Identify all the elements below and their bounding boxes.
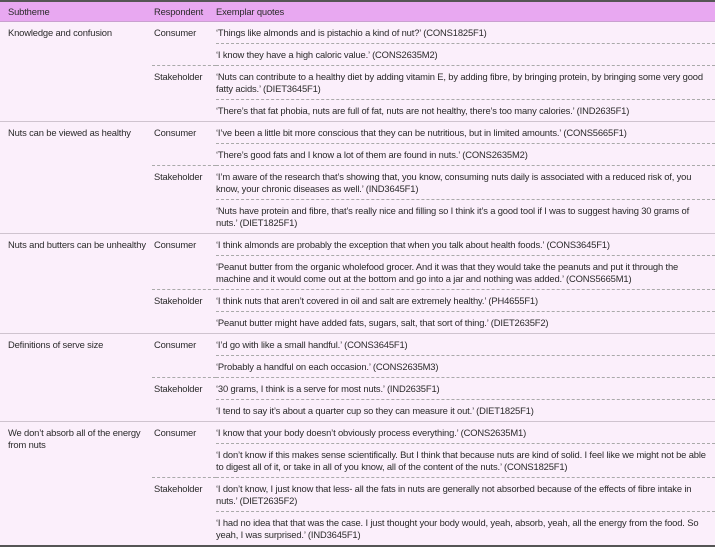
- respondent-cell: Stakeholder: [152, 66, 216, 122]
- quote-cell: ‘I know they have a high caloric value.’ (CONS2635M2): [216, 49, 438, 60]
- respondent-cell: Stakeholder: [152, 290, 216, 334]
- respondent-cell: Consumer: [152, 122, 216, 166]
- respondent-cell: Consumer: [152, 234, 216, 290]
- quote-cell: ‘Peanut butter from the organic wholefood grocer. And it was that they would take the peanuts and put it through the machine and it would come out at the bottom and go into a jar and nothing was added.’ (CONS5665M1): [216, 261, 679, 284]
- header-respondent: Respondent: [152, 1, 216, 22]
- quote-cell: ‘I had no idea that that was the case. I just thought your body would, yeah, absorb, yeah, all the energy from the food. So yeah, I was surprised.’ (IND3645F1): [216, 517, 699, 540]
- respondent-cell: Stakeholder: [152, 378, 216, 422]
- quote-cell: ‘I’ve been a little bit more conscious that they can be nutritious, but in limited amounts.’ (CONS5665F1): [216, 122, 715, 144]
- quote-cell: ‘Nuts have protein and fibre, that’s really nice and filling so I think it’s a good tool if I was to suggest having 30 grams of nuts.’ (DIET1825F1): [216, 205, 690, 228]
- quote-cell: ‘I don’t know, I just know that less- all the fats in nuts are generally not absorbed because of the effects of fibre intake in nuts.’ (DIET2635F2): [216, 478, 715, 512]
- subtheme-cell: Definitions of serve size: [0, 334, 152, 422]
- quote-cell: ‘Nuts can contribute to a healthy diet by adding vitamin E, by adding fibre, by bringing protein, by bringing some very good fatty acids.’ (DIET3645F1): [216, 66, 715, 100]
- table-header-row: [0, 1, 715, 22]
- quote-cell: ‘30 grams, I think is a serve for most nuts.’ (IND2635F1): [216, 378, 715, 400]
- table-body: [0, 22, 715, 547]
- quote-cell: ‘There’s good fats and I know a lot of them are found in nuts.’ (CONS2635M2): [216, 149, 528, 160]
- quote-cell: ‘Peanut butter might have added fats, sugars, salt, that sort of thing.’ (DIET2635F2): [216, 317, 549, 328]
- subtheme-cell: Nuts and butters can be unhealthy: [0, 234, 152, 334]
- quote-cell: ‘I know that your body doesn’t obviously process everything.’ (CONS2635M1): [216, 422, 715, 444]
- respondent-cell: Stakeholder: [152, 166, 216, 234]
- quote-cell: ‘Things like almonds and is pistachio a kind of nut?’ (CONS1825F1): [216, 22, 715, 44]
- table-row: [0, 234, 715, 256]
- quote-cell: ‘Probably a handful on each occasion.’ (CONS2635M3): [216, 361, 439, 372]
- subtheme-cell: We don’t absorb all of the energy from nuts: [0, 422, 152, 547]
- quote-cell: ‘I don’t know if this makes sense scientifically. But I think that because nuts are kind of solid. I feel like we might not be able to digest all of it, or take in all of you know, all of the content of the nuts.’ (CONS1825F1): [216, 449, 706, 472]
- table-row: [0, 122, 715, 144]
- subtheme-cell: Nuts can be viewed as healthy: [0, 122, 152, 234]
- respondent-cell: Consumer: [154, 27, 197, 38]
- respondent-cell: Stakeholder: [152, 478, 216, 547]
- quote-cell: ‘I think almonds are probably the exception that when you talk about health foods.’ (CONS3645F1): [216, 234, 715, 256]
- subtheme-cell: Knowledge and confusion: [8, 27, 112, 38]
- respondent-cell: Consumer: [152, 334, 216, 378]
- table-row: [0, 22, 715, 44]
- quote-cell: ‘I tend to say it’s about a quarter cup so they can measure it out.’ (DIET1825F1): [216, 405, 534, 416]
- header-quotes: Exemplar quotes: [216, 1, 715, 22]
- quote-cell: ‘There’s that fat phobia, nuts are full of fat, nuts are not healthy, there’s too many calories.’ (IND2635F1): [216, 105, 630, 116]
- quote-cell: ‘I’m aware of the research that’s showing that, you know, consuming nuts daily is associated with a reduced risk of, you know, your chronic diseases as well.’ (IND3645F1): [216, 166, 715, 200]
- respondent-cell: Consumer: [152, 422, 216, 478]
- header-subtheme: Subtheme: [0, 1, 152, 22]
- quote-cell: ‘I think nuts that aren’t covered in oil and salt are extremely healthy.’ (PH4655F1): [216, 290, 715, 312]
- table-row: [0, 422, 715, 444]
- table-row: [0, 334, 715, 356]
- quote-cell: ‘I’d go with like a small handful.’ (CONS3645F1): [216, 334, 715, 356]
